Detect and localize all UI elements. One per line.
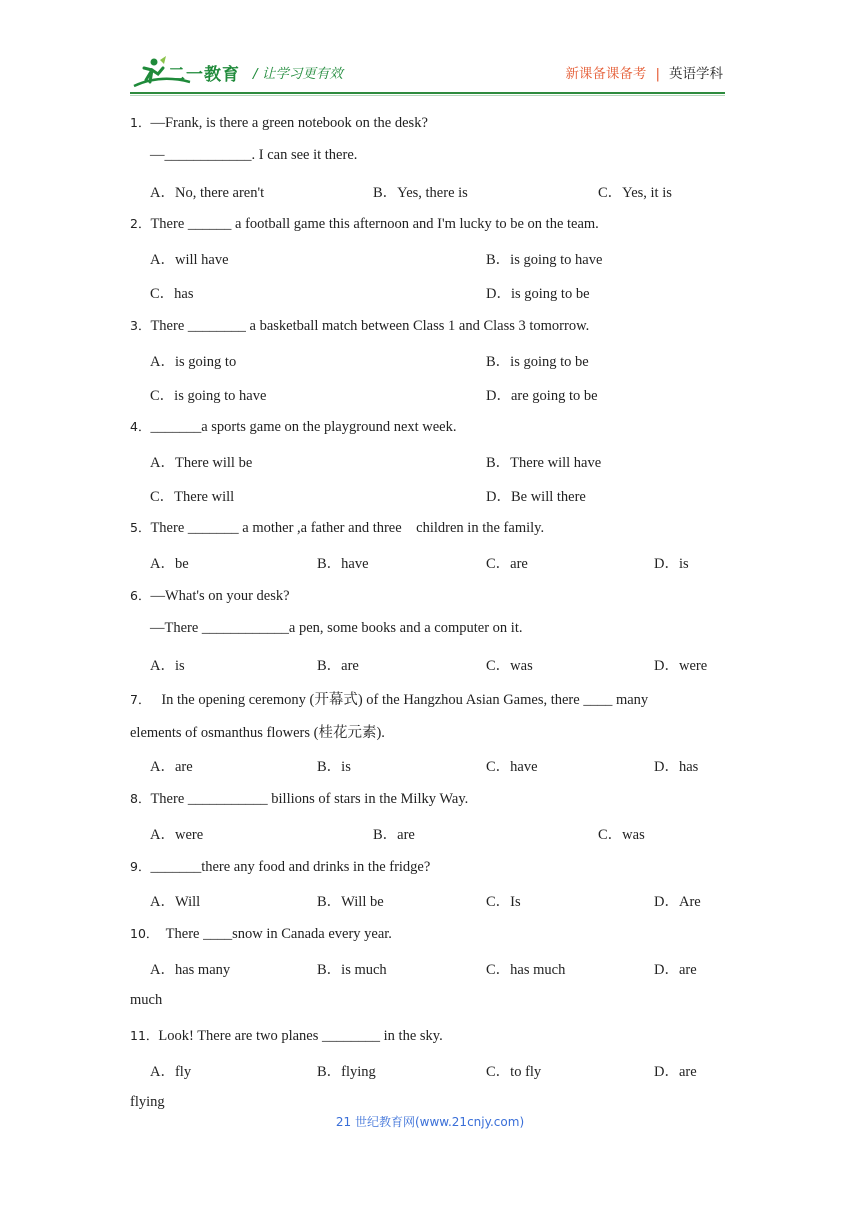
question-text: Look! There are two planes ________ in the sky. <box>158 1028 443 1044</box>
page-footer[interactable]: 21 世纪教育网(www.21cnjy.com) <box>335 1115 525 1129</box>
question-8-option-b[interactable]: B．are <box>373 827 415 843</box>
question-11-stem <box>130 1026 443 1045</box>
question-10-option-d-wrap: much <box>130 992 163 1008</box>
question-9-option-a[interactable]: A．Will <box>150 894 201 910</box>
question-number: 10． <box>130 926 159 941</box>
question-10-option-d[interactable]: D．are <box>654 962 697 978</box>
question-5-stem <box>130 518 544 537</box>
question-7-stem <box>130 688 648 709</box>
question-9-option-b[interactable]: B．Will be <box>317 894 384 910</box>
question-3-option-a[interactable]: A．is going to <box>150 354 237 370</box>
question-3-stem <box>130 316 589 335</box>
question-number: 11． <box>130 1028 159 1043</box>
question-9-option-d[interactable]: D．Are <box>654 894 701 910</box>
question-7-option-a[interactable]: A．are <box>150 759 193 775</box>
question-1-stem <box>130 113 428 132</box>
question-number: 2． <box>130 216 151 231</box>
question-number: 5． <box>130 520 151 535</box>
question-number: 9． <box>130 859 151 874</box>
question-4-option-b[interactable]: B．There will have <box>486 455 602 471</box>
question-8-stem <box>130 789 468 808</box>
header-subject: 英语学科 <box>669 66 723 82</box>
question-7-option-c[interactable]: C．have <box>486 759 538 775</box>
question-text: —What's on your desk? <box>150 588 290 604</box>
question-1-option-a[interactable]: A．No, there aren't <box>150 185 265 201</box>
question-2-stem <box>130 214 599 233</box>
question-2-option-d[interactable]: D．is going to be <box>486 286 590 302</box>
question-6-line-2: —There ____________a pen, some books and a computer on it. <box>150 620 523 636</box>
question-1-option-c[interactable]: C．Yes, it is <box>598 185 672 201</box>
question-6-option-d[interactable]: D．were <box>654 658 708 674</box>
question-11-option-b[interactable]: B．flying <box>317 1064 376 1080</box>
question-7-line-2: elements of osmanthus flowers (桂花元素). <box>130 725 385 741</box>
question-6-option-a[interactable]: A．is <box>150 658 185 674</box>
question-5-option-a[interactable]: A．be <box>150 556 189 572</box>
question-11-option-c[interactable]: C．to fly <box>486 1064 542 1080</box>
question-4-stem <box>130 417 457 436</box>
question-text: There ____snow in Canada every year. <box>165 926 392 942</box>
question-number: 4． <box>130 419 151 434</box>
question-10-option-b[interactable]: B．is much <box>317 962 387 978</box>
question-1-line-2: —____________. I can see it there. <box>150 147 358 163</box>
question-11-option-d[interactable]: D．are <box>654 1064 697 1080</box>
header-rule-thin <box>130 95 725 96</box>
question-text: In the opening ceremony (开幕式) of the Hangzhou Asian Games, there ____ many <box>161 692 649 708</box>
question-5-option-c[interactable]: C．are <box>486 556 528 572</box>
question-text: _______there any food and drinks in the fridge? <box>150 859 431 875</box>
question-3-option-b[interactable]: B．is going to be <box>486 354 589 370</box>
question-number: 3． <box>130 318 151 333</box>
question-6-stem <box>130 586 290 605</box>
question-1-option-b[interactable]: B．Yes, there is <box>373 185 468 201</box>
question-text: There ___________ billions of stars in the Milky Way. <box>150 791 469 807</box>
question-11-option-a[interactable]: A．fly <box>150 1064 192 1080</box>
question-10-option-c[interactable]: C．has much <box>486 962 566 978</box>
page-header <box>0 0 860 100</box>
question-7-option-d[interactable]: D．has <box>654 759 699 775</box>
question-6-option-b[interactable]: B．are <box>317 658 359 674</box>
question-4-option-c[interactable]: C．There will <box>150 489 235 505</box>
question-text: _______a sports game on the playground next week. <box>150 419 457 435</box>
question-11-option-d-wrap: flying <box>130 1094 165 1110</box>
question-8-option-a[interactable]: A．were <box>150 827 204 843</box>
header-right <box>565 62 723 82</box>
question-3-option-d[interactable]: D．are going to be <box>486 388 598 404</box>
question-2-option-c[interactable]: C．has <box>150 286 194 302</box>
header-separator: | <box>655 66 660 82</box>
question-number: 6． <box>130 588 151 603</box>
question-2-option-a[interactable]: A．will have <box>150 252 229 268</box>
question-text: There ________ a basketball match between Class 1 and Class 3 tomorrow. <box>150 318 590 334</box>
question-3-option-c[interactable]: C．is going to have <box>150 388 267 404</box>
question-7-option-b[interactable]: B．is <box>317 759 351 775</box>
question-10-option-a[interactable]: A．has many <box>150 962 231 978</box>
question-number: 8． <box>130 791 151 806</box>
question-4-option-d[interactable]: D．Be will there <box>486 489 586 505</box>
question-6-option-c[interactable]: C．was <box>486 658 533 674</box>
header-course-label: 新课备课备考 <box>565 66 647 82</box>
slogan: / 让学习更有效 <box>253 66 343 82</box>
question-number: 1． <box>130 115 151 130</box>
question-number: 7． <box>130 692 151 707</box>
question-text: —Frank, is there a green notebook on the desk? <box>150 115 428 131</box>
question-2-option-b[interactable]: B．is going to have <box>486 252 603 268</box>
logo-text: 二一教育 <box>168 65 240 85</box>
question-9-option-c[interactable]: C．Is <box>486 894 521 910</box>
question-text: There _______ a mother ,a father and three children in the family. <box>150 520 545 536</box>
question-9-stem <box>130 857 430 876</box>
question-text: There ______ a football game this afternoon and I'm lucky to be on the team. <box>150 216 599 232</box>
question-8-option-c[interactable]: C．was <box>598 827 645 843</box>
question-10-stem <box>130 924 392 943</box>
question-5-option-d[interactable]: D．is <box>654 556 689 572</box>
header-rule <box>130 92 725 94</box>
question-4-option-a[interactable]: A．There will be <box>150 455 253 471</box>
question-5-option-b[interactable]: B．have <box>317 556 369 572</box>
